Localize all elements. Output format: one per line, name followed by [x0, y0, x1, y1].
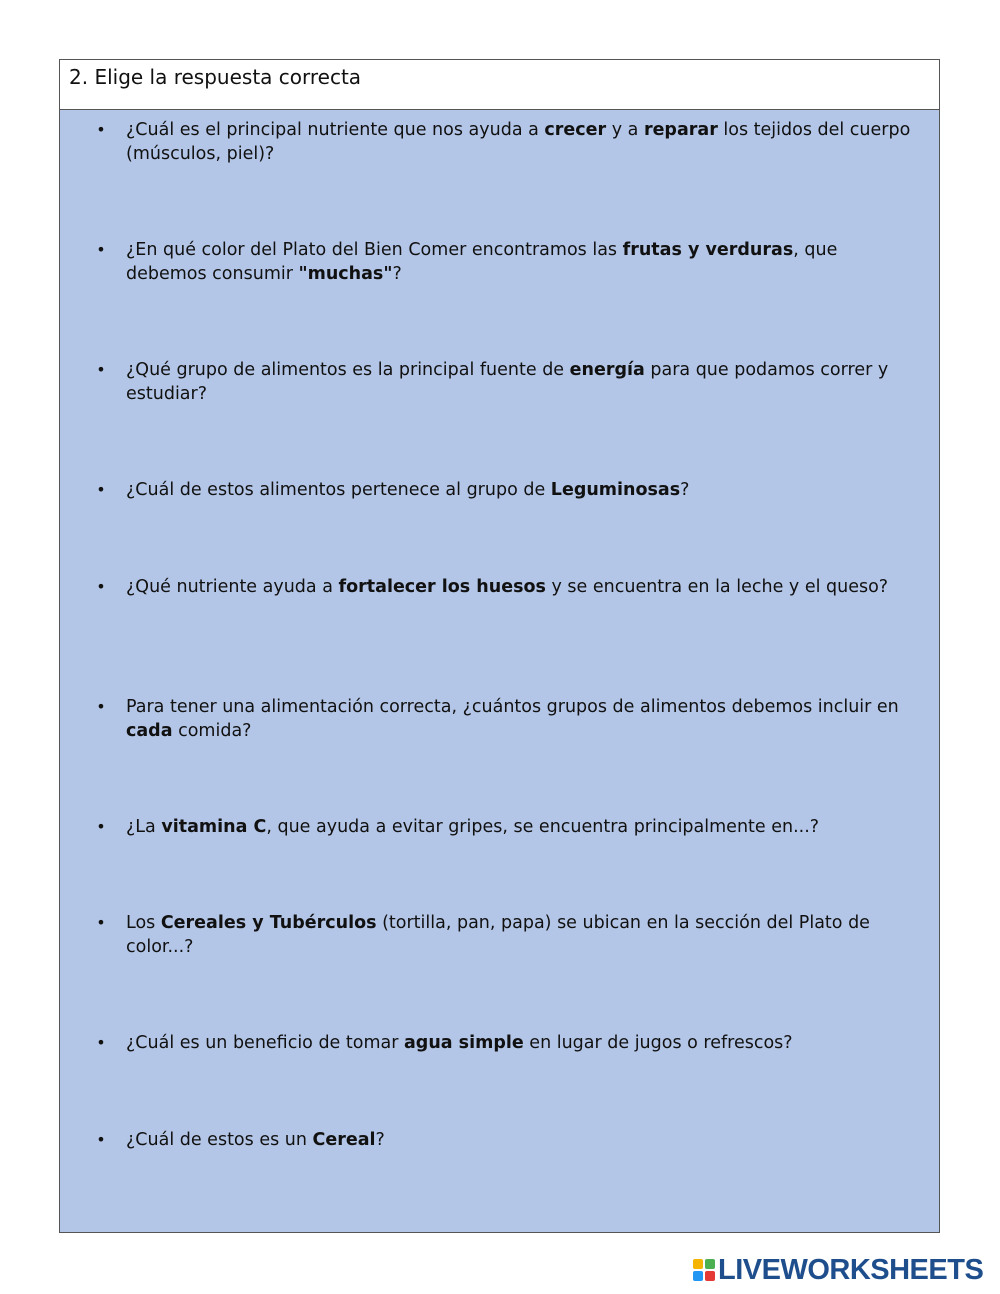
logo-text: LIVEWORKSHEETS: [718, 1254, 984, 1286]
logo-square-green: [705, 1259, 715, 1269]
bullet: •: [96, 697, 106, 716]
bullet: •: [96, 480, 106, 499]
logo-square-yellow: [693, 1259, 703, 1269]
logo-square-blue: [693, 1271, 703, 1281]
question-item: • ¿Cuál es el principal nutriente que nos ayuda a crecer y a reparar los tejidos del cuerpo (músculos, piel)?: [96, 120, 911, 164]
bullet: •: [96, 1033, 106, 1052]
logo-square-red: [705, 1271, 715, 1281]
section-title: 2. Elige la respuesta correcta: [69, 65, 362, 89]
question-item: • ¿En qué color del Plato del Bien Comer encontramos las frutas y verduras, que debemos consumir "muchas"?: [96, 240, 838, 284]
worksheet-box: [59, 59, 940, 1233]
question-item: • ¿Qué grupo de alimentos es la principal fuente de energía para que podamos correr y estudiar?: [96, 360, 889, 404]
question-item: • ¿Cuál de estos es un Cereal?: [96, 1130, 385, 1150]
questions-area: [60, 110, 939, 1232]
bullet: •: [96, 120, 106, 139]
bullet: •: [96, 1130, 106, 1149]
question-item: • Para tener una alimentación correcta, ¿cuántos grupos de alimentos debemos incluir en cada comida?: [96, 697, 899, 741]
question-item: • ¿La vitamina C, que ayuda a evitar gripes, se encuentra principalmente en...?: [96, 817, 820, 837]
bullet: •: [96, 577, 106, 596]
bullet: •: [96, 817, 106, 836]
question-item: • Los Cereales y Tubérculos (tortilla, pan, papa) se ubican en la sección del Plato de color...?: [96, 913, 870, 957]
bullet: •: [96, 913, 106, 932]
section-header: [60, 60, 939, 110]
bullet: •: [96, 360, 106, 379]
bullet: •: [96, 240, 106, 259]
question-item: • ¿Qué nutriente ayuda a fortalecer los huesos y se encuentra en la leche y el queso?: [96, 577, 889, 597]
liveworksheets-logo-icon: [693, 1259, 715, 1281]
question-item: • ¿Cuál de estos alimentos pertenece al grupo de Leguminosas?: [96, 480, 690, 500]
question-item: • ¿Cuál es un beneficio de tomar agua simple en lugar de jugos o refrescos?: [96, 1033, 793, 1053]
liveworksheets-logo[interactable]: [693, 1255, 983, 1285]
